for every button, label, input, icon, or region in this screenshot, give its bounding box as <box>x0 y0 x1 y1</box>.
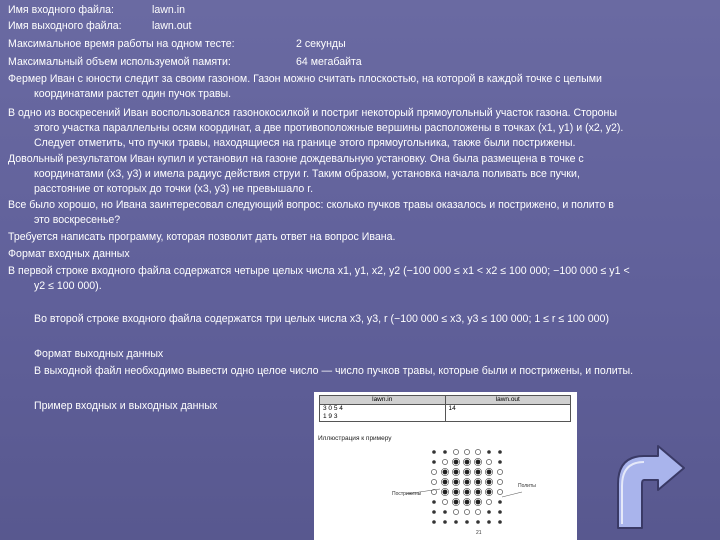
example-input-header: lawn.in <box>320 396 446 405</box>
statement-paragraph-3: Довольный результатом Иван купил и установил на газоне дождевальную установку. Она была размещена в точке с координатами (x3, y3) и имела радиус действия струи r. Таким образом, установка начала поливать все пучки, расстояние от которых до точки (x3, y3) не превышало r. <box>8 153 584 196</box>
grid-dot <box>487 450 491 454</box>
input-file-value: lawn.in <box>152 4 185 16</box>
grid-dot <box>443 480 448 485</box>
grid-dot <box>487 520 491 524</box>
input-format-heading: Формат входных данных <box>8 248 130 260</box>
grid-dot <box>498 500 502 504</box>
statement-paragraph-2: В одно из воскресений Иван воспользовался газонокосилкой и постриг некоторый прямоугольный участок газона. Стороны этого участка параллельны осям координат, а две противоположные вершины расположены в точках (x1, y1) и (x2, y2). Следует отметить, что пучки травы, находящиеся на границе этого прямоугольника, также были пострижены. <box>8 107 624 150</box>
grid-dot <box>487 480 492 485</box>
grid-dot <box>454 470 459 475</box>
grid-dot <box>476 500 481 505</box>
grid-dot <box>476 520 480 524</box>
grid-dot <box>464 449 469 454</box>
grid-dot <box>454 520 458 524</box>
grid-dot <box>486 459 491 464</box>
grid-dot <box>497 479 502 484</box>
input-format-line-1: В первой строке входного файла содержатся четыре целых числа x1, y1, x2, y2 (−100 000 ≤ x1 < x2 ≤ 100 000; −100 000 ≤ y1 < y2 ≤ 100 000). <box>8 265 630 293</box>
example-input-cell: 3 0 5 4 1 9 3 <box>320 405 446 422</box>
input-format-line-2: Во второй строке входного файла содержатся три целых числа x3, y3, r (−100 000 ≤ x3, y3 ≤ 100 000; 1 ≤ r ≤ 100 000) <box>34 313 609 325</box>
grid-dot <box>498 460 502 464</box>
grid-dot <box>454 490 459 495</box>
time-limit-value: 2 секунды <box>296 38 346 50</box>
grid-dot <box>442 499 447 504</box>
grid-dot <box>443 490 448 495</box>
output-file-value: lawn.out <box>152 20 192 32</box>
grid-dot <box>476 490 481 495</box>
example-dot-grid <box>314 392 577 540</box>
statement-paragraph-1: Фермер Иван с юности следит за своим газоном. Газон можно считать плоскостью, на которой в каждой точке с целыми координатами растет один пучок травы. <box>8 73 602 101</box>
grid-dot <box>498 520 502 524</box>
grid-dot <box>465 480 470 485</box>
grid-dot <box>442 459 447 464</box>
grid-dot <box>465 520 469 524</box>
grid-dot <box>431 469 436 474</box>
grid-dot <box>453 509 458 514</box>
example-heading: Пример входных и выходных данных <box>34 400 218 412</box>
grid-dot <box>498 450 502 454</box>
example-output-header: lawn.out <box>445 396 571 405</box>
grid-dot <box>432 450 436 454</box>
output-file-label: Имя выходного файла: <box>8 20 122 32</box>
time-limit-label: Максимальное время работы на одном тесте: <box>8 38 235 50</box>
memory-limit-label: Максимальный объем используемой памяти: <box>8 56 231 68</box>
grid-dot <box>454 500 459 505</box>
statement-paragraph-5: Требуется написать программу, которая позволит дать ответ на вопрос Ивана. <box>8 231 396 243</box>
grid-dot <box>475 509 480 514</box>
grid-dot <box>431 479 436 484</box>
grid-dot <box>454 460 459 465</box>
grid-dot <box>476 460 481 465</box>
output-format-heading: Формат выходных данных <box>34 348 164 360</box>
label-watered: Политы <box>518 483 536 489</box>
grid-dot <box>486 499 491 504</box>
memory-limit-value: 64 мегабайта <box>296 56 362 68</box>
grid-dot <box>432 460 436 464</box>
label-mowed: Пострижены <box>392 491 422 497</box>
grid-dot <box>476 480 481 485</box>
grid-dot <box>487 490 492 495</box>
grid-dot <box>443 470 448 475</box>
example-image <box>314 392 577 540</box>
label-pointer-right <box>502 492 522 497</box>
grid-dot <box>475 449 480 454</box>
grid-dot <box>476 470 481 475</box>
grid-dot <box>443 510 447 514</box>
grid-dot <box>432 520 436 524</box>
grid-dot <box>432 500 436 504</box>
grid-dot <box>432 510 436 514</box>
grid-dot <box>465 490 470 495</box>
grid-dot <box>487 470 492 475</box>
statement-paragraph-4: Все было хорошо, но Ивана заинтересовал следующий вопрос: сколько пучков травы оказалось и пострижено, и полито в это воскресенье? <box>8 199 614 227</box>
example-output-cell: 14 <box>445 405 571 422</box>
page-number: 21 <box>476 530 482 536</box>
grid-dot <box>465 470 470 475</box>
grid-dot <box>465 500 470 505</box>
output-format-text: В выходной файл необходимо вывести одно целое число — число пучков травы, которые были и пострижены, и политы. <box>34 365 634 377</box>
grid-dot <box>453 449 458 454</box>
grid-dot <box>497 469 502 474</box>
grid-dot <box>454 480 459 485</box>
grid-dot <box>465 460 470 465</box>
grid-dot <box>497 489 502 494</box>
grid-dot <box>464 509 469 514</box>
grid-dot <box>443 450 447 454</box>
u-turn-arrow-icon[interactable] <box>608 444 690 530</box>
input-file-label: Имя входного файла: <box>8 4 114 16</box>
grid-dot <box>498 510 502 514</box>
grid-dot <box>443 520 447 524</box>
example-caption: Иллюстрация к примеру <box>318 435 392 442</box>
grid-dot <box>487 510 491 514</box>
